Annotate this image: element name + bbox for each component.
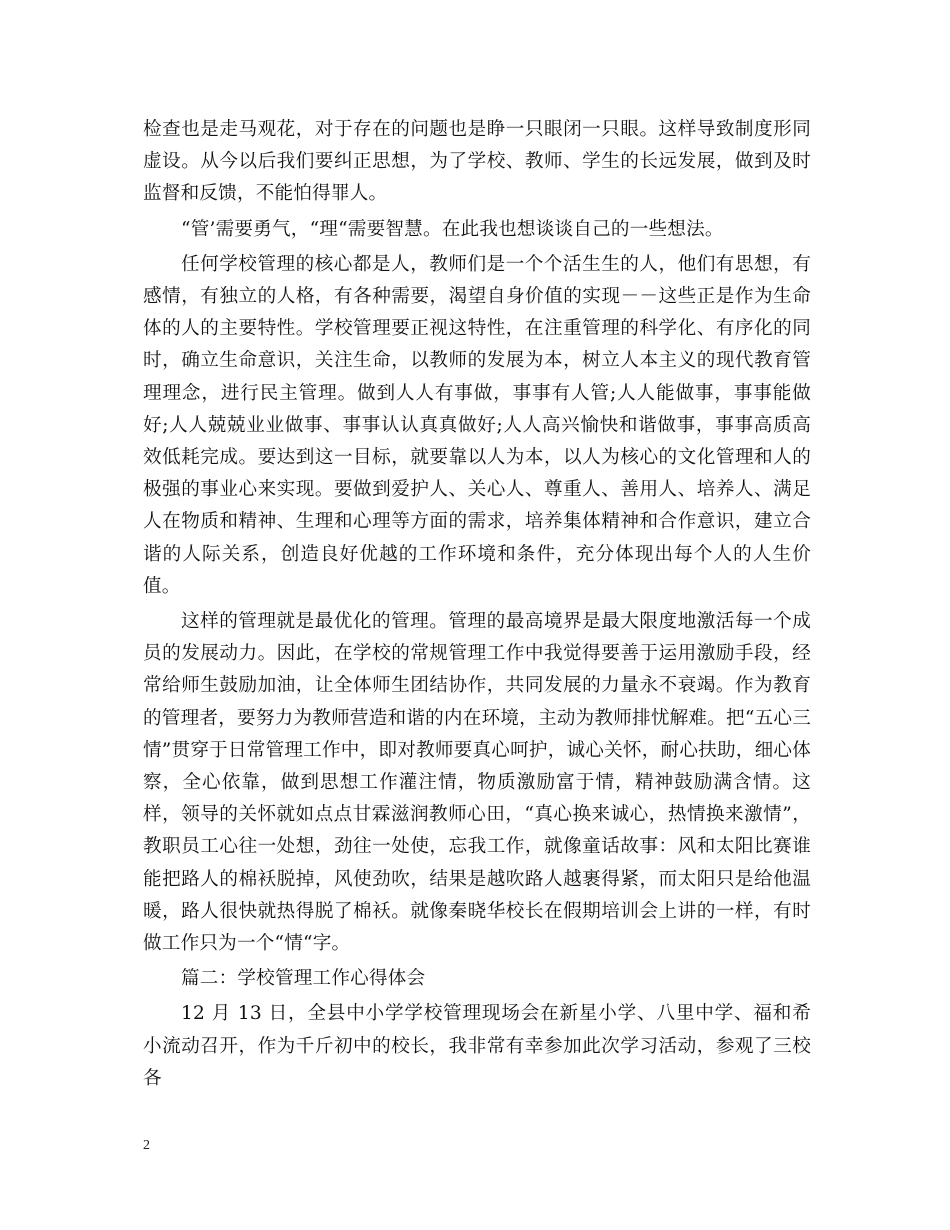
document-body	[143, 114, 811, 1095]
page-number: 2	[143, 1138, 150, 1153]
section-heading: 篇二：学校管理工作心得体会	[181, 968, 426, 990]
paragraph-3: 任何学校管理的核心都是人，教师们是一个个活生生的人，他们有思想，有感情，有独立的人格，有各种需要，渴望自身价值的实现－－这些正是作为生命体的人的主要特性。学校管理要正视这特性，在注重管理的科学化、有序化的同时，确立生命意识，关注生命，以教师的发展为本，树立人本主义的现代教育管理理念，进行民主管理。做到人人有事做，事事有人管;人人能做事，事事能做好;人人兢兢业业做事、事事认认真真做好;人人高兴愉快和谐做事，事事高质高效低耗完成。要达到这一目标，就要靠以人为本，以人为核心的文化管理和人的极强的事业心来实现。要做到爱护人、关心人、尊重人、善用人、培养人、满足人在物质和精神、生理和心理等方面的需求，培养集体精神和合作意识，建立合谐的人际关系，创造良好优越的工作环境和条件，充分体现出每个人的人生价值。	[143, 253, 811, 597]
paragraph-5: 12 月 13 日，全县中小学学校管理现场会在新星小学、八里中学、福和希小流动召开，作为千斤初中的校长，我非常有幸参加此次学习活动，参观了三校各	[143, 1003, 811, 1089]
paragraph-4: 这样的管理就是最优化的管理。管理的最高境界是最大限度地激活每一个成员的发展动力。因此，在学校的常规管理工作中我觉得要善于运用激励手段，经常给师生鼓励加油，让全体师生团结协作，共同发展的力量永不衰竭。作为教育的管理者，要努力为教师营造和谐的内在环境，主动为教师排忧解难。把“五心三情”贯穿于日常管理工作中，即对教师要真心呵护，诚心关怀，耐心扶助，细心体察，全心依靠，做到思想工作灌注情，物质激励富于情，精神鼓励满含情。这样，领导的关怀就如点点甘霖滋润教师心田，“真心换来诚心，热情换来激情”，教职员工心往一处想，劲往一处使，忘我工作，就像童话故事：风和太阳比赛谁能把路人的棉袄脱掉，风使劲吹，结果是越吹路人越裹得紧，而太阳只是给他温暖，路人很快就热得脱了棉袄。就像秦晓华校长在假期培训会上讲的一样，有时做工作只为一个“情“字。	[143, 611, 811, 955]
paragraph-1: 检查也是走马观花，对于存在的问题也是睁一只眼闭一只眼。这样导致制度形同虚设。从今以后我们要纠正思想，为了学校、教师、学生的长远发展，做到及时监督和反馈，不能怕得罪人。	[143, 119, 811, 205]
paragraph-2: “管’需要勇气，“理“需要智慧。在此我也想谈谈自己的一些想法。	[181, 218, 724, 240]
